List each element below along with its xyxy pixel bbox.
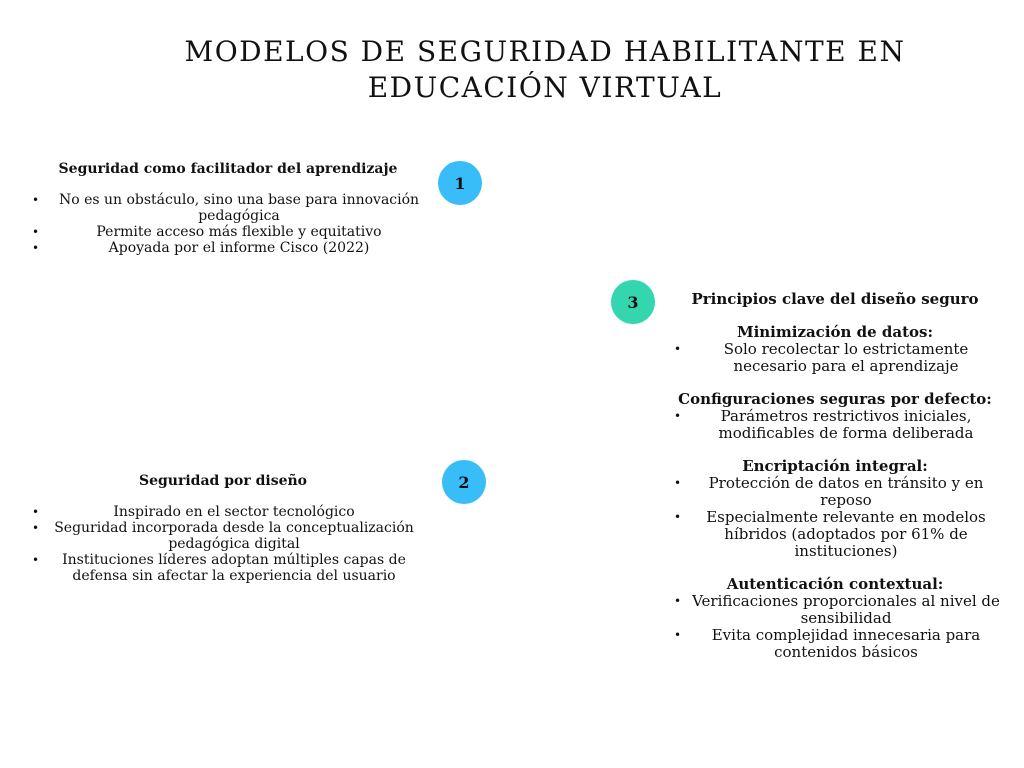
section-1-list bbox=[28, 192, 428, 256]
title-line-2: EDUCACIÓN VIRTUAL bbox=[367, 71, 723, 104]
section-1 bbox=[28, 160, 428, 256]
list-item: • Parámetros restrictivos iniciales, modificables de forma deliberada bbox=[670, 408, 1000, 442]
section-2-list bbox=[28, 504, 418, 584]
step-1-badge: 1 bbox=[438, 161, 482, 205]
principle-label: Encriptación integral: bbox=[742, 457, 928, 475]
list-item: • Permite acceso más flexible y equitativo bbox=[28, 224, 428, 240]
step-3-badge: 3 bbox=[611, 280, 655, 324]
section-2-heading: Seguridad por diseño bbox=[139, 473, 307, 489]
principle-contextual-auth bbox=[670, 576, 1000, 661]
principle-encryption bbox=[670, 458, 1000, 560]
list-item: • Instituciones líderes adoptan múltiples capas de defensa sin afectar la experiencia del usuario bbox=[28, 552, 418, 584]
list-item: • Solo recolectar lo estrictamente necesario para el aprendizaje bbox=[670, 341, 1000, 375]
section-2 bbox=[28, 472, 418, 584]
list-item: • Inspirado en el sector tecnológico bbox=[28, 504, 418, 520]
list-item: • Seguridad incorporada desde la conceptualización pedagógica digital bbox=[28, 520, 418, 552]
principle-secure-defaults bbox=[670, 391, 1000, 442]
list-item: • Apoyada por el informe Cisco (2022) bbox=[28, 240, 428, 256]
principle-data-minimization bbox=[670, 324, 1000, 375]
list-item: • Verificaciones proporcionales al nivel de sensibilidad bbox=[670, 593, 1000, 627]
principle-label: Configuraciones seguras por defecto: bbox=[678, 390, 992, 408]
step-2-badge: 2 bbox=[442, 460, 486, 504]
list-item: • No es un obstáculo, sino una base para innovación pedagógica bbox=[28, 192, 428, 224]
title-line-1: MODELOS DE SEGURIDAD HABILITANTE EN bbox=[184, 35, 906, 68]
list-item: • Especialmente relevante en modelos híbridos (adoptados por 61% de instituciones) bbox=[670, 509, 1000, 560]
section-3 bbox=[670, 290, 1000, 661]
list-item: • Protección de datos en tránsito y en reposo bbox=[670, 475, 1000, 509]
section-1-heading: Seguridad como facilitador del aprendizaje bbox=[58, 161, 398, 177]
principle-label: Minimización de datos: bbox=[736, 323, 934, 341]
section-3-heading: Principios clave del diseño seguro bbox=[691, 290, 979, 308]
page-title bbox=[130, 34, 960, 106]
principle-label: Autenticación contextual: bbox=[726, 575, 944, 593]
list-item: • Evita complejidad innecesaria para contenidos básicos bbox=[670, 627, 1000, 661]
